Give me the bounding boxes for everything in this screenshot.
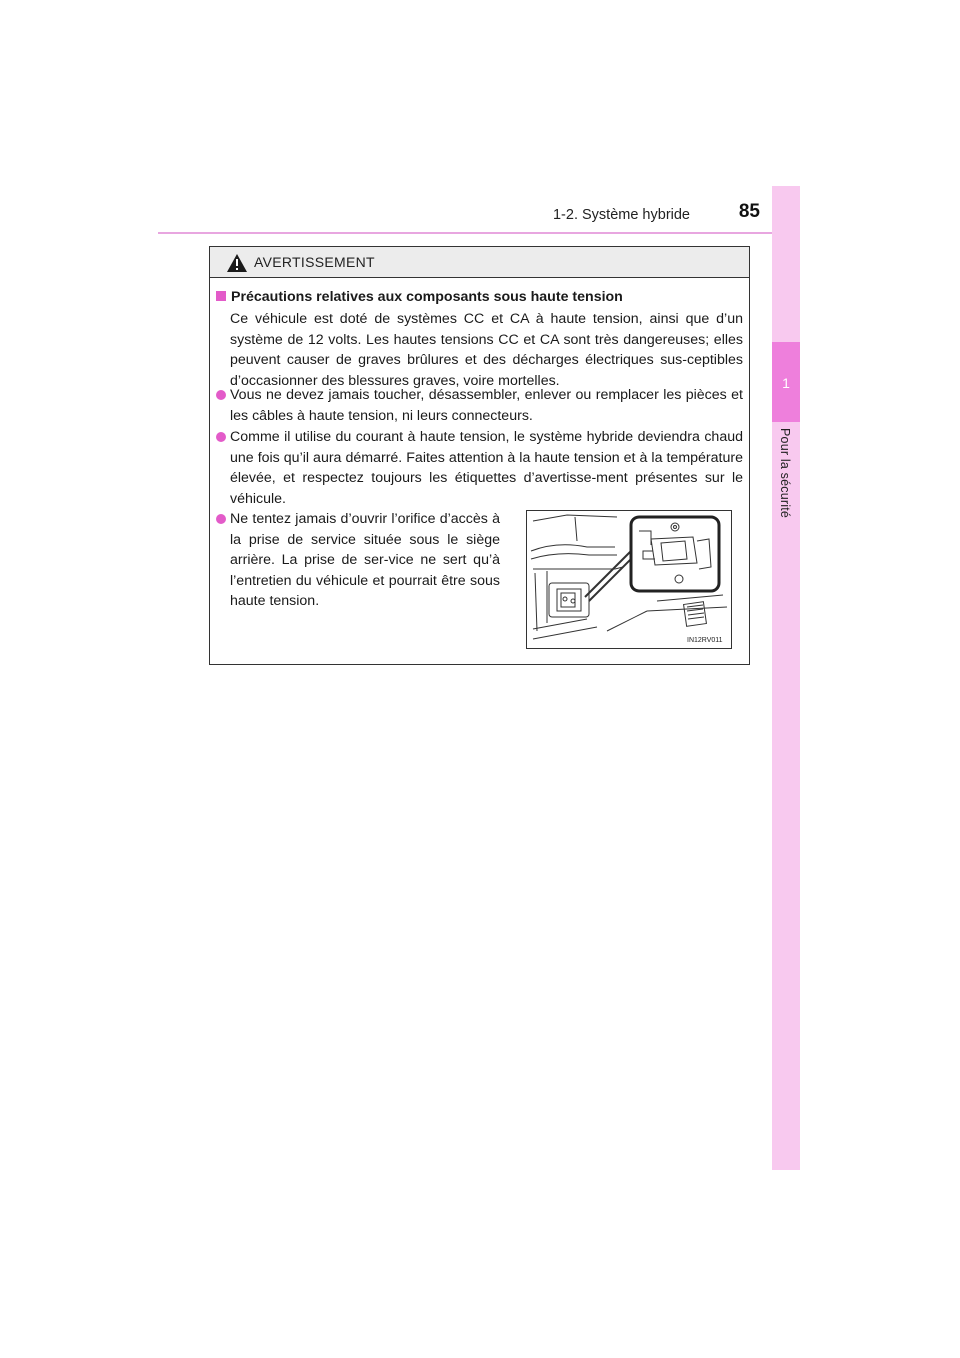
bullet-text: Vous ne devez jamais toucher, désassembler, enlever ou remplacer les pièces et les câbles à haute tension, ni leurs connecteurs. bbox=[230, 387, 743, 424]
chapter-side-tab bbox=[772, 186, 800, 1170]
bullet-dot-icon bbox=[216, 514, 226, 524]
page-number: 85 bbox=[738, 201, 760, 222]
warning-box bbox=[209, 246, 750, 665]
section-title: 1-2. Système hybride bbox=[552, 207, 690, 223]
warning-triangle-icon bbox=[226, 253, 248, 273]
figure-code: IN12RV011 bbox=[687, 637, 723, 644]
bullet-dot-icon bbox=[216, 432, 226, 442]
warning-title: AVERTISSEMENT bbox=[254, 254, 375, 270]
service-plug-illustration bbox=[526, 510, 732, 649]
chapter-label: Pour la sécurité bbox=[778, 428, 792, 519]
chapter-number: 1 bbox=[782, 375, 790, 391]
warning-heading-text: Précautions relatives aux composants sous haute tension bbox=[231, 289, 623, 305]
header-rule bbox=[158, 232, 772, 234]
bullet-text: Ne tentez jamais d’ouvrir l’orifice d’accès à la prise de service située sous le siège arrière. La prise de ser-vice ne sert qu’à l’entretien du véhicule et pourrait être sous haute tension. bbox=[230, 511, 500, 609]
warning-header bbox=[210, 247, 749, 278]
rear-seat-drawing bbox=[527, 511, 731, 648]
warning-heading bbox=[216, 289, 623, 305]
bullet-text: Comme il utilise du courant à haute tension, le système hybride deviendra chaud une fois qu’il aura démarré. Faites attention à la haute tension et à la température élevée, et respectez toujours les étiquettes d’avertisse-ment présentes sur le véhicule. bbox=[230, 429, 743, 507]
square-bullet-icon bbox=[216, 291, 226, 301]
warning-intro: Ce véhicule est doté de systèmes CC et CA à haute tension, ainsi que d’un système de 12 volts. Les hautes tensions CC et CA sont très dangereuses; elles peuvent causer de graves brûlures et des décharges électriques sus-ceptibles d’occasionner des blessures graves, voire mortelles. bbox=[230, 311, 743, 389]
bullet-dot-icon bbox=[216, 390, 226, 400]
